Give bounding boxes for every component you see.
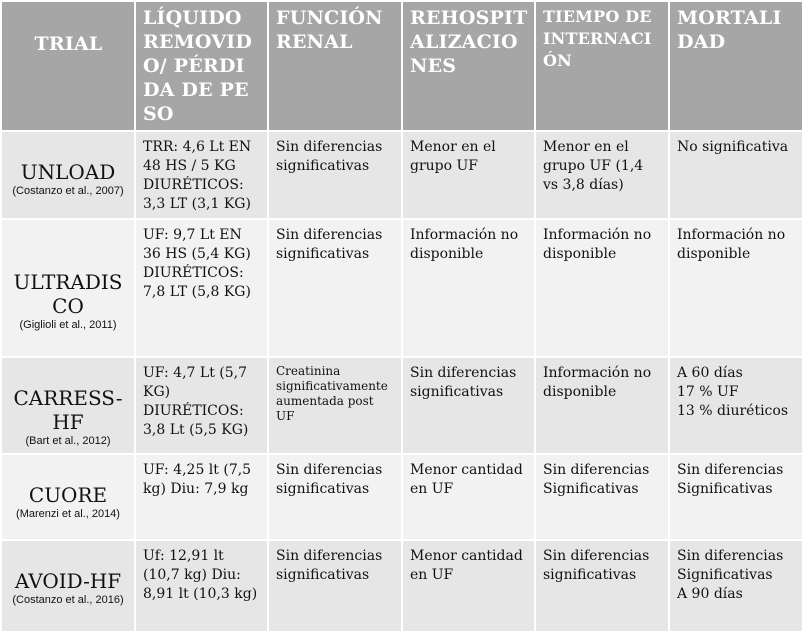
trial-cell [1,357,135,454]
mortalidad-line: 13 % diuréticos [677,403,789,419]
tiempo-internacion-cell: Sin diferencias significativas [535,540,669,632]
trial-reference: (Marenzi et al., 2014) [16,508,120,520]
trial-reference: (Costanzo et al., 2007) [12,185,124,197]
rehospitalizaciones-cell: Menor cantidad en UF [402,540,535,632]
trial-reference: (Giglioli et al., 2011) [19,319,117,331]
table-row-carress-hf [1,357,802,454]
mortalidad-line: Sin diferencias Significativas [677,548,784,583]
mortalidad-cell [669,219,802,357]
liquido-cell: UF: 9,7 Lt EN 36 HS (5,4 KG) DIURÉTICOS: 7,8 LT (5,8 KG) [135,219,268,357]
trial-name: CUORE [28,483,108,507]
funcion-renal-cell: Sin diferencias significativas [268,540,402,632]
trial-name: AVOID-HF [14,569,122,593]
liquido-cell: TRR: 4,6 Lt EN 48 HS / 5 KG DIURÉTICOS: 3,3 LT (3,1 KG) [135,131,268,219]
trial-name: ULTRADISCO [13,270,123,318]
trial-reference: (Costanzo et al., 2016) [12,594,124,606]
mortalidad-line: Sin diferencias Significativas [677,462,784,497]
mortalidad-line: A 90 días [677,586,743,602]
header-trial: TRIAL [1,1,135,131]
trial-name: CARRESS-HF [13,386,123,434]
liquido-cell: UF: 4,7 Lt (5,7 KG) DIURÉTICOS: 3,8 Lt (5,5 KG) [135,357,268,454]
table-row-ultradisco [1,219,802,357]
table-row-unload [1,131,802,219]
funcion-renal-cell: Sin diferencias significativas [268,219,402,357]
liquido-cell: UF: 4,25 lt (7,5 kg) Diu: 7,9 kg [135,454,268,540]
mortalidad-cell [669,357,802,454]
mortalidad-line: Información no disponible [677,227,786,262]
rehospitalizaciones-cell: Menor cantidad en UF [402,454,535,540]
rehospitalizaciones-cell: Información no disponible [402,219,535,357]
tiempo-internacion-cell: Menor en el grupo UF (1,4 vs 3,8 días) [535,131,669,219]
header-funcion-renal: FUNCIÓN RENAL [268,1,402,131]
trial-name: UNLOAD [20,160,116,184]
header-tiempo-internacion: TIEMPO DE INTERNACIÓN [535,1,669,131]
mortalidad-line: No significativa [677,139,789,155]
mortalidad-line: A 60 días [677,365,743,381]
table-row-avoid-hf [1,540,802,632]
rehospitalizaciones-cell: Sin diferencias significativas [402,357,535,454]
header-row [1,1,802,131]
table-row-cuore [1,454,802,540]
rehospitalizaciones-cell: Menor en el grupo UF [402,131,535,219]
mortalidad-cell [669,131,802,219]
mortalidad-cell [669,454,802,540]
funcion-renal-cell: Creatinina significativamente aumentada post UF [268,357,402,454]
mortalidad-line: 17 % UF [677,384,739,400]
header-liquido: LÍQUIDO REMOVIDO/ PÉRDIDA DE PESO [135,1,268,131]
funcion-renal-cell: Sin diferencias significativas [268,454,402,540]
liquido-cell: Uf: 12,91 lt (10,7 kg) Diu: 8,91 lt (10,3 kg) [135,540,268,632]
tiempo-internacion-cell: Sin diferencias Significativas [535,454,669,540]
trial-reference: (Bart et al., 2012) [25,435,111,447]
trial-cell [1,540,135,632]
trial-cell [1,219,135,357]
funcion-renal-cell: Sin diferencias significativas [268,131,402,219]
mortalidad-cell [669,540,802,632]
trial-cell [1,454,135,540]
header-mortalidad: MORTALIDAD [669,1,802,131]
tiempo-internacion-cell: Información no disponible [535,219,669,357]
trial-cell [1,131,135,219]
tiempo-internacion-cell: Información no disponible [535,357,669,454]
header-rehospitalizaciones: REHOSPITALIZACIONES [402,1,535,131]
